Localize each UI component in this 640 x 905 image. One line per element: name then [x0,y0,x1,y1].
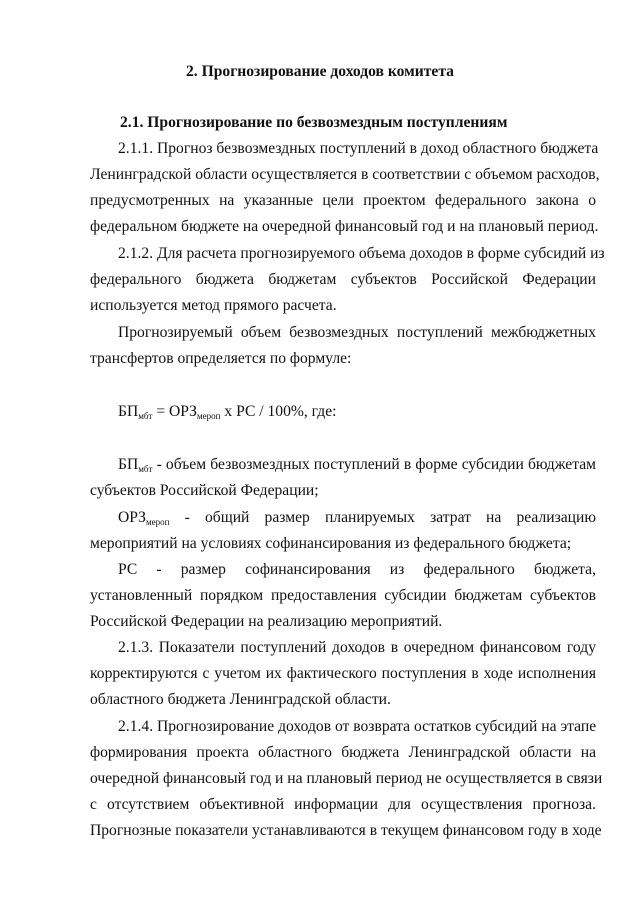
definition-line: Российской Федерации на реализацию мероприятий. [90,613,443,630]
section-heading: 2. Прогнозирование доходов комитета [186,63,454,80]
paragraph-line: Ленинградской области осуществляется в соответствии с объемом расходов, [90,166,600,183]
formula: $БП_{мбт} = ОРЗ_{мероп}$ х РС / 100%, где: [118,403,337,421]
paragraph-line: очередной финансовый год и на плановый период не осуществляется в связи [90,770,603,787]
paragraph-line: предусмотренных на указанные цели проектом федерального закона о [90,192,596,209]
paragraph-line: федерального бюджета бюджетам субъектов Российской Федерации [90,271,596,288]
definition-line: субъектов Российской Федерации; [90,482,319,499]
paragraph-line: корректируются с учетом их фактического поступления в ходе исполнения [90,665,596,682]
paragraph-line: областного бюджета Ленинградской области. [90,691,391,708]
paragraph-line: 2.1.1. Прогноз безвозмездных поступлений в доход областного бюджета [118,140,599,157]
paragraph-line: трансфертов определяется по формуле: [90,350,352,367]
subsection-heading: 2.1. Прогнозирование по безвозмездным поступлениям [120,114,508,131]
definition-line: $БП_{мбт}$ - объем безвозмездных поступлений в форме субсидии бюджетам [118,456,596,474]
definition-line: РС - размер софинансирования из федерального бюджета, [118,561,596,578]
definition-line: $ОРЗ_{мероп}$ - общий размер планируемых затрат на реализацию [118,509,596,527]
paragraph-line: 2.1.4. Прогнозирование доходов от возврата остатков субсидий на этапе [118,718,597,735]
paragraph-line: Прогнозируемый объем безвозмездных поступлений межбюджетных [118,324,596,341]
paragraph-line: 2.1.3. Показатели поступлений доходов в очередном финансовом году [118,639,596,656]
paragraph-line: федеральном бюджете на очередной финансовый год и на плановый период. [90,218,599,235]
definition-line: установленный порядком предоставления субсидии бюджетам субъектов [90,587,596,604]
paragraph-line: с отсутствием объективной информации для осуществления прогноза. [90,796,596,813]
paragraph-line: используется метод прямого расчета. [90,297,337,314]
paragraph-line: Прогнозные показатели устанавливаются в текущем финансовом году в ходе [90,822,602,839]
paragraph-line: формирования проекта областного бюджета Ленинградской области на [90,744,596,761]
paragraph-line: 2.1.2. Для расчета прогнозируемого объема доходов в форме субсидий из [118,245,605,262]
definition-line: мероприятий на условиях софинансирования из федерального бюджета; [90,535,572,552]
